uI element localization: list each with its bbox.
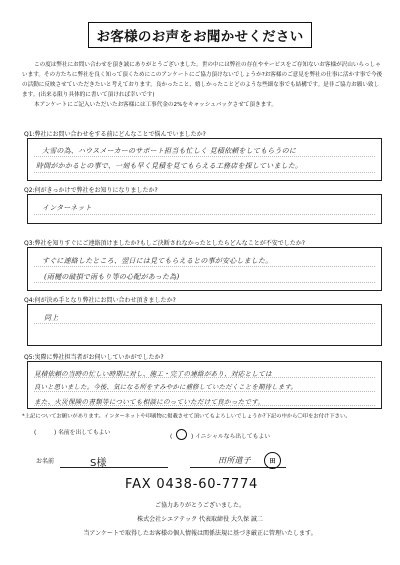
answer-rule [34,214,375,215]
question-5-answer-box[interactable] [27,361,382,409]
title-box [88,22,312,48]
staff-signature: 田所道子 [218,456,251,465]
footer-thanks: ご協力ありがとうございました。 [154,502,245,509]
question-3-answer-box[interactable] [27,247,382,291]
answer-rule [34,323,375,324]
question-3-answer-line-2: (雨樋の破損で雨もり等の心配があった為) [44,273,180,281]
question-4-answer-line-1: 同上 [44,314,59,322]
intro-paragraph-2: 本アンケートにご記入いただいたお客様には工事代金の2%をキャッシュバックさせて頂きます。 [34,102,277,108]
selected-circle-icon [176,429,187,440]
answer-rule [34,282,375,283]
page-title: お客様のお声をお聞かせください [96,29,304,45]
question-1-answer-box[interactable] [27,138,382,181]
question-1-label: Q1:弊社にお問い合わせをする前にどんなことで悩んでいましたか? [24,131,206,138]
question-5-answer-line-2: 良いと思いました。今後、気になる所をすみやかに補修していただくことを期待します。 [34,383,298,391]
footer-privacy: 当アンケートで取得したお客様の個人情報は関係法規に基づき厳正に管理いたします。 [83,530,317,537]
option-initial-label: イニシャルなら出してもよい [195,434,271,440]
footer-company: 株式会社シエアテック 代表取締役 大久保 誠二 [137,516,263,523]
option-name-bracket: ( [34,430,37,436]
name-label: お名前 [36,458,55,465]
customer-name[interactable]: S様 [90,458,107,469]
permission-note: *上記についてお願いがあります。インターネットや印刷物に掲載させて頂いてもよろしいでしょうか?下記の中から〇印をお付け下さい。 [22,413,351,420]
option-name[interactable] [34,427,110,436]
intro-text [22,60,384,110]
intro-paragraph-1: この度は弊社にお問い合わせを頂き誠にありがとうございました。世の中には弊社の存在やサービスをご存知ないお客様が沢山いらっしゃいます。その方たちに弊社を良く知って頂くためにこのアンケートにご協力頂けないでしょうか?お客様のご意見を弊社の仕事に活かす事で今後の活動に反映させていただきたいと考えております。良かったこと、嬉しかったことどのような些細な事でも結構です。是非ご協力お願い致します。(出来る限り具体的に書いて頂ければ幸いです) [22,62,383,98]
name-underline [60,467,168,468]
question-3-answer-line-1: すぐに連絡したところ、翌日には見てもらえるとの事が安心しました。 [42,257,273,265]
seal-stamp-icon: 田 [264,452,281,469]
option-name-label: 名前を出してもよい [58,430,111,436]
answer-rule [34,172,375,173]
question-1-answer-line-2: 時間がかかるとの事で、一刻も早く見積を見てもらえる工務店を探していました。 [36,162,303,170]
question-3-label: Q3:弊社を知りすぐにご連絡頂けましたか?もしご決断されなかったとしたらどんなことが不安でしたか? [24,240,305,247]
question-4-label: Q4:何が決め手となり弊社にお問い合わせ頂きましたか? [24,297,176,304]
answer-rule [34,391,375,392]
answer-rule [34,266,375,267]
option-initial-bracket-close: ) [190,434,194,440]
option-initial-bracket: ( [170,434,173,440]
question-2-label: Q2:何がきっかけで弊社をお知りになりましたか? [24,187,158,194]
answer-rule [34,156,375,157]
question-5-label: Q5:実際に弊社担当者がお伺いしていかがでしたか? [24,354,164,361]
question-5-answer-line-3: また、火災保険の書類等についても相談にのっていただけて良かったです。 [34,398,265,406]
question-4-answer-box[interactable] [27,304,382,346]
option-initial[interactable] [170,427,270,440]
question-1-answer-line-1: 大雪の為、ハウスメーカーのサポート担当も忙しく 見積依頼をしてもらうのに [42,147,297,155]
fax-number: FAX 0438-60-7774 [125,477,259,492]
question-2-answer-box[interactable] [27,194,382,224]
question-5-answer-line-1: 見積依頼の当時の忙しい時期に対し、施工・完了の連絡があり、対応としては [34,370,272,378]
question-2-answer-line-1: インターネット [42,204,92,212]
option-name-bracket-close: ) [53,430,57,436]
